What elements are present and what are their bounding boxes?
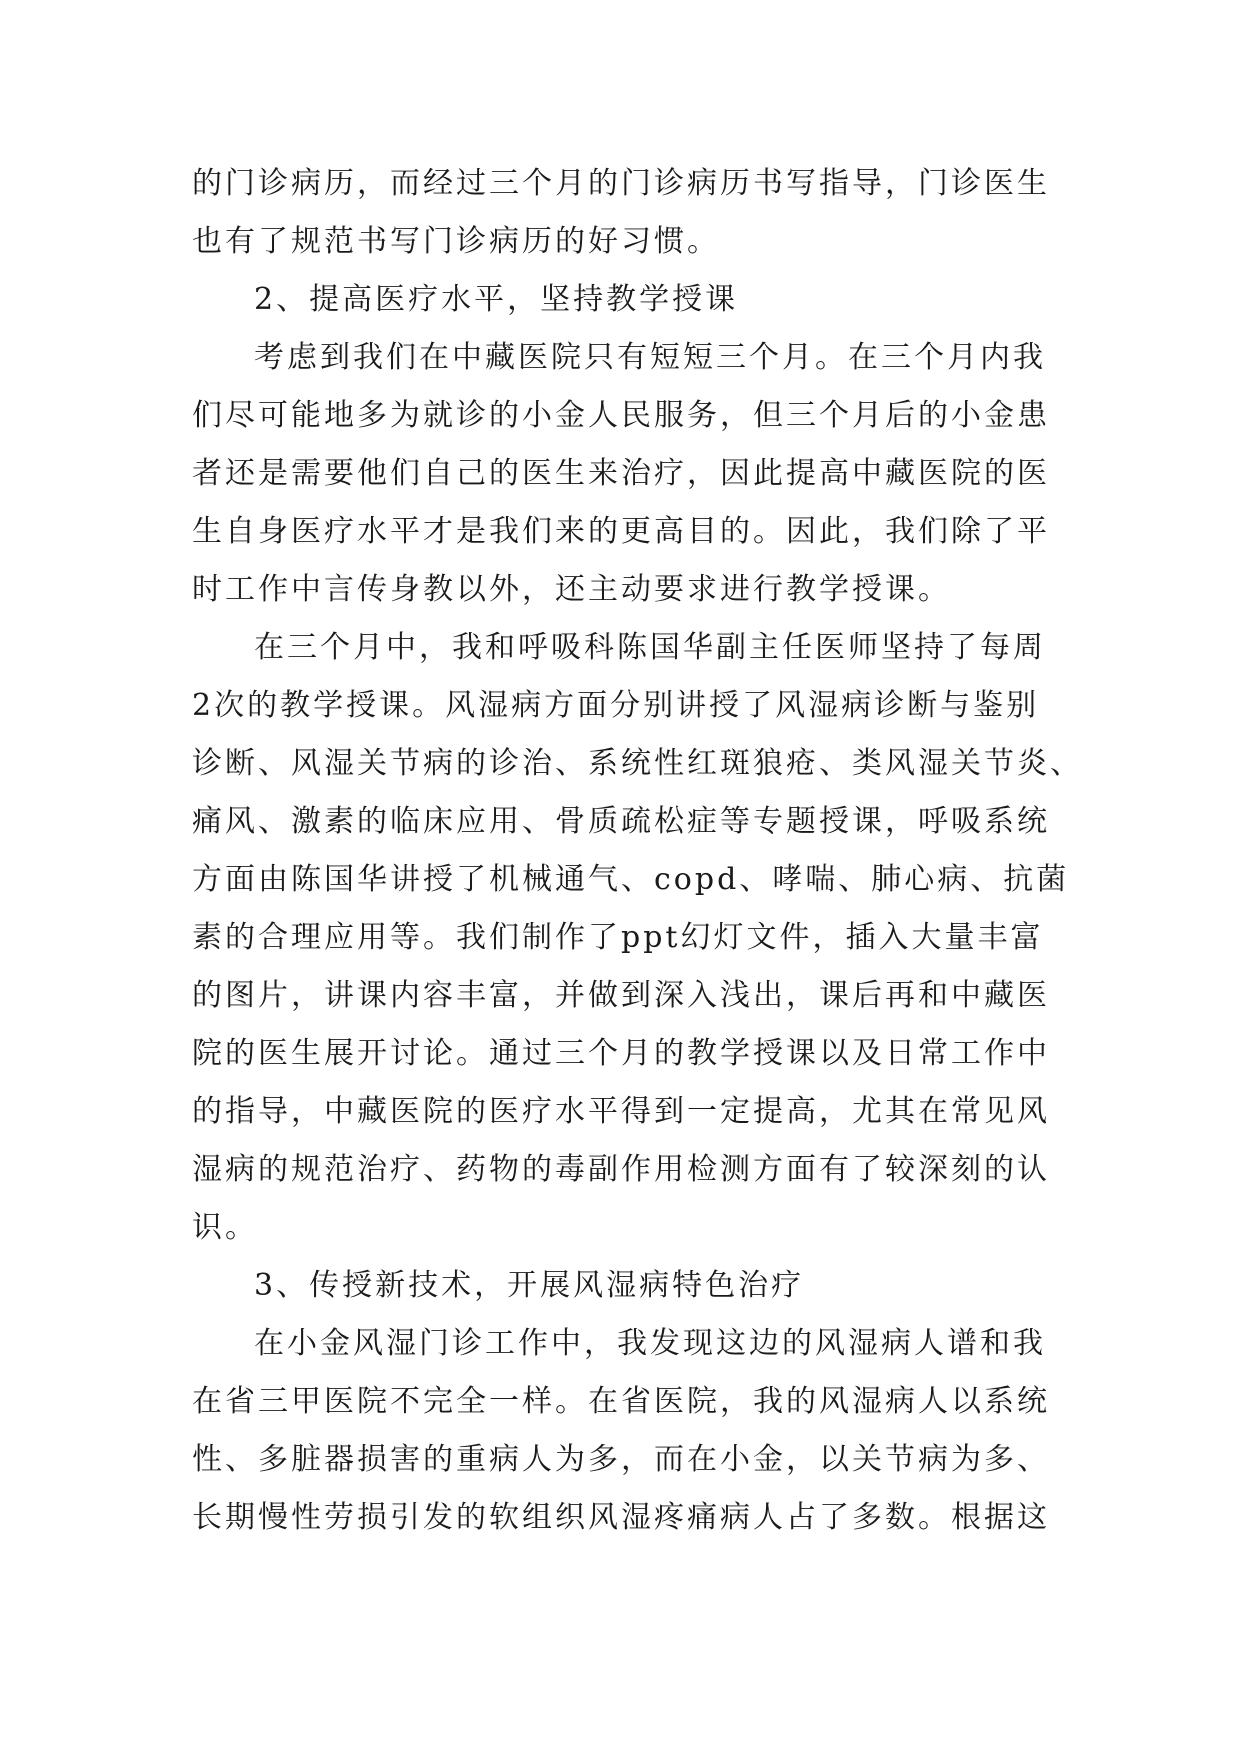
text-line: 在省三甲医院不完全一样。在省医院，我的风湿病人以系统: [192, 1384, 1050, 1419]
text-line: 也有了规范书写门诊病历的好习惯。: [192, 224, 720, 259]
text-line: 生自身医疗水平才是我们来的更高目的。因此，我们除了平: [192, 514, 1050, 549]
section-heading: 3、传授新技术，开展风湿病特色治疗: [254, 1268, 805, 1303]
text-line: 考虑到我们在中藏医院只有短短三个月。在三个月内我: [254, 340, 1046, 375]
text-line: 长期慢性劳损引发的软组织风湿疼痛病人占了多数。根据这: [192, 1500, 1050, 1535]
text-line: 在三个月中，我和呼吸科陈国华副主任医师坚持了每周: [254, 630, 1046, 665]
text-line: 者还是需要他们自己的医生来治疗，因此提高中藏医院的医: [192, 456, 1050, 491]
text-line: 的指导，中藏医院的医疗水平得到一定提高，尤其在常见风: [192, 1094, 1050, 1129]
text-line: 在小金风湿门诊工作中，我发现这边的风湿病人谱和我: [254, 1326, 1046, 1361]
document-body: [192, 155, 1083, 1547]
text-line: 的图片，讲课内容丰富，并做到深入浅出，课后再和中藏医: [192, 978, 1050, 1013]
text-line: 识。: [192, 1210, 258, 1245]
text-line: 素的合理应用等。我们制作了ppt幻灯文件，插入大量丰富: [192, 920, 1044, 955]
text-line: 诊断、风湿关节病的诊治、系统性红斑狼疮、类风湿关节炎、: [192, 746, 1083, 781]
text-line: 2次的教学授课。风湿病方面分别讲授了风湿病诊断与鉴别: [192, 688, 1040, 723]
text-line: 院的医生展开讨论。通过三个月的教学授课以及日常工作中: [192, 1036, 1050, 1071]
text-line: 性、多脏器损害的重病人为多，而在小金，以关节病为多、: [192, 1442, 1050, 1477]
text-line: 方面由陈国华讲授了机械通气、copd、哮喘、肺心病、抗菌: [192, 862, 1070, 897]
section-heading: 2、提高医疗水平，坚持教学授课: [254, 282, 739, 317]
text-line: 的门诊病历，而经过三个月的门诊病历书写指导，门诊医生: [192, 166, 1050, 201]
text-line: 时工作中言传身教以外，还主动要求进行教学授课。: [192, 572, 951, 607]
text-line: 痛风、激素的临床应用、骨质疏松症等专题授课，呼吸系统: [192, 804, 1050, 839]
text-line: 湿病的规范治疗、药物的毒副作用检测方面有了较深刻的认: [192, 1152, 1050, 1187]
text-line: 们尽可能地多为就诊的小金人民服务，但三个月后的小金患: [192, 398, 1050, 433]
